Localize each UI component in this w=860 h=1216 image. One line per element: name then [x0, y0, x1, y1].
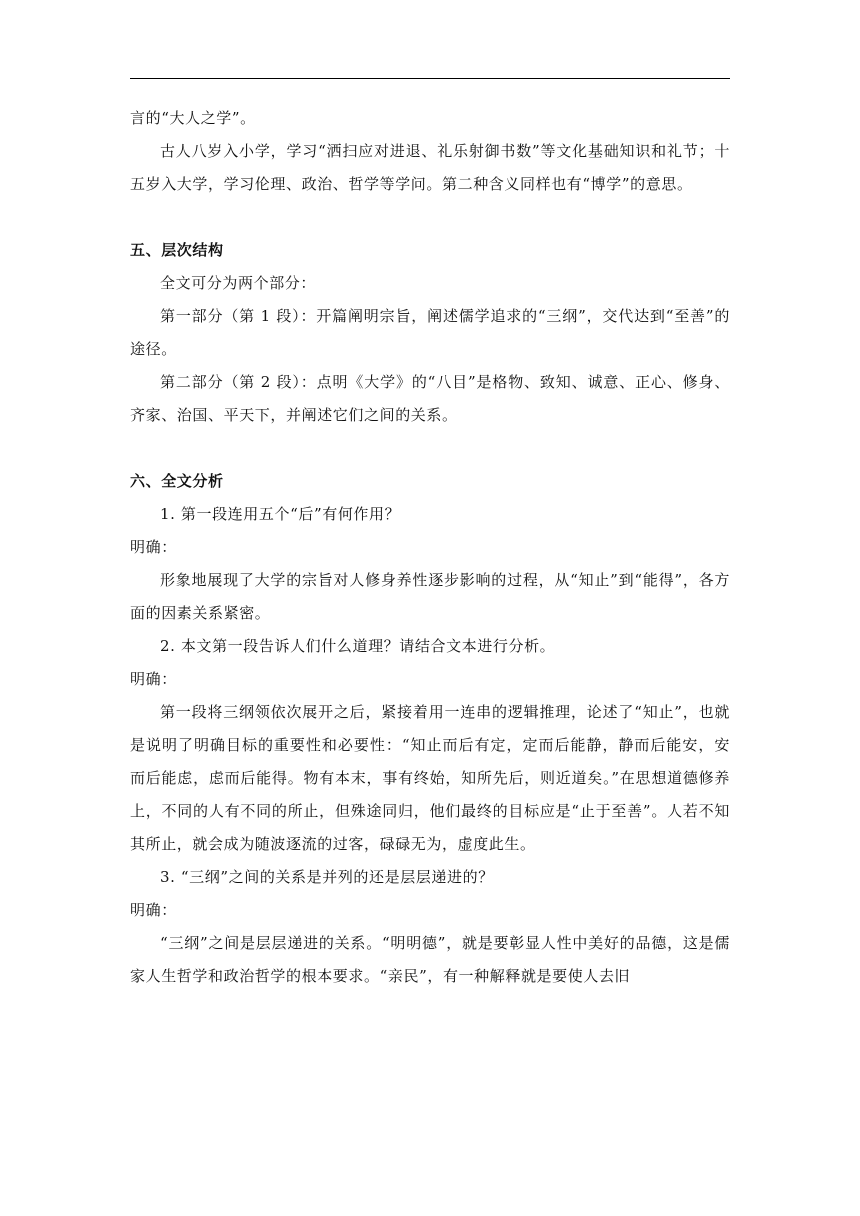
structure-part-two: 第二部分（第 2 段）：点明《大学》的“八目”是格物、致知、诚意、正心、修身、齐家、治国、平天下，并阐述它们之间的关系。 — [130, 373, 730, 424]
question-2: 2. 本文第一段告诉人们什么道理？请结合文本进行分析。 — [160, 637, 556, 655]
answer-3-label: 明确： — [130, 901, 177, 919]
question-1: 1. 第一段连用五个“后”有何作用？ — [160, 505, 401, 523]
structure-intro: 全文可分为两个部分： — [160, 274, 317, 292]
section-heading-analysis: 六、全文分析 — [130, 472, 224, 490]
answer-2: 第一段将三纲领依次展开之后，紧接着用一连串的逻辑推理，论述了“知止”，也就是说明了明确目标的重要性和必要性：“知止而后有定，定而后能静，静而后能安，安而后能虑，虑而后能得。物有本末，事有终始，知所先后，则近道矣。”在思想道德修养上，不同的人有不同的所止，但殊途同归，他们最终的目标应是“止于至善”。人若不知其所止，就会成为随波逐流的过客，碌碌无为，虚度此生。 — [130, 703, 730, 853]
answer-3: “三纲”之间是层层递进的关系。“明明德”，就是要彰显人性中美好的品德，这是儒家人生哲学和政治哲学的根本要求。“亲民”，有一种解释就是要使人去旧 — [130, 934, 730, 985]
section-heading-structure: 五、层次结构 — [130, 241, 224, 259]
answer-1: 形象地展现了大学的宗旨对人修身养性逐步影响的过程，从“知止”到“能得”，各方面的因素关系紧密。 — [130, 571, 730, 622]
paragraph-school-ages: 古人八岁入小学，学习“洒扫应对进退、礼乐射御书数”等文化基础知识和礼节；十五岁入大学，学习伦理、政治、哲学等学问。第二种含义同样也有“博学”的意思。 — [130, 142, 730, 193]
paragraph-continuation: 言的“大人之学”。 — [130, 109, 256, 127]
answer-1-label: 明确： — [130, 538, 177, 556]
question-3: 3. “三纲”之间的关系是并列的还是层层递进的？ — [160, 868, 494, 886]
answer-2-label: 明确： — [130, 670, 177, 688]
structure-part-one: 第一部分（第 1 段）：开篇阐明宗旨，阐述儒学追求的“三纲”，交代达到“至善”的途径。 — [130, 307, 730, 358]
header-rule — [130, 78, 730, 79]
document-body — [130, 102, 730, 993]
